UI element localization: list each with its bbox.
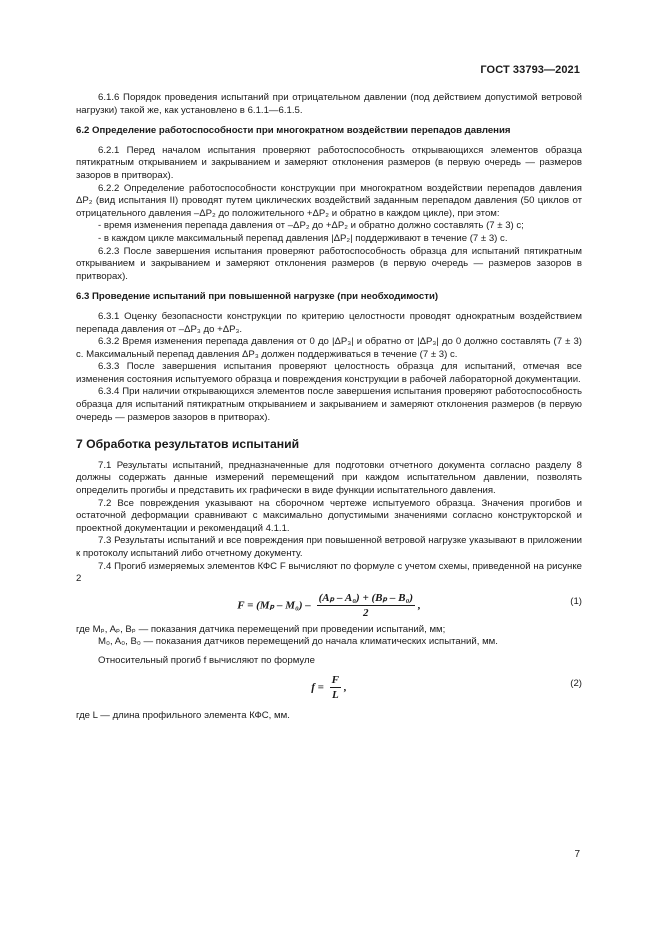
clause-6-3-2: 6.3.2 Время изменения перепада давления от 0 до |ΔP₃| и обратно от |ΔP₃| до 0 должно составлять (7 ± 3) с. Максимальный перепад давления ΔP₃ должен поддерживаться в течение (7 ± 3) с. [76, 336, 582, 360]
section-heading-6-2: 6.2 Определение работоспособности при многократном воздействии перепадов давления [76, 125, 511, 137]
document-id-header: ГОСТ 33793—2021 [480, 64, 580, 76]
formula-1-expression [76, 592, 582, 620]
clause-7-2: 7.2 Все повреждения указывают на сборочном чертеже испытуемого образца. Значения прогибов и остаточной деформации сравнивают с максимально допустимыми значениями согласно конструкторской и проектной документации и рекомендаций 4.1.1. [76, 497, 582, 534]
clause-6-2-2: 6.2.2 Определение работоспособности конструкции при многократном воздействии перепадов давления ΔP₂ (вид испытания II) проводят путем циклических воздействий заданным перепадом давления (50 циклов от отрицательного давления –ΔP₂ до положительного +ΔP₂ и обратно в каждом цикле), при этом: [76, 182, 582, 219]
formula-2-legend: где L — длина профильного элемента КФС, мм. [76, 709, 290, 721]
formula-1-fraction [317, 592, 415, 620]
formula-1-left: F = (Mₚ – M₀) – [237, 599, 311, 612]
clause-7-3: 7.3 Результаты испытаний и все повреждения при повышенной ветровой нагрузке указывают в приложении к протоколу испытаний либо отчетному документу. [76, 535, 582, 559]
page-body [76, 92, 582, 722]
formula-1-numerator: (Aₚ – A₀) + (Bₚ – B₀) [317, 592, 415, 607]
relative-deflection-text: Относительный прогиб f вычисляют по формуле [98, 654, 315, 666]
formula-2-expression [76, 674, 582, 702]
formula-2-number: (2) [570, 677, 582, 689]
formula-1-number: (1) [570, 595, 582, 607]
clause-6-2-1: 6.2.1 Перед началом испытания проверяют работоспособность открывающихся элементов образца пятикратным открыванием и закрыванием и замеряют отклонения размеров (в первую очередь — размеров зазоров в притворах). [76, 144, 582, 181]
clause-6-3-3: 6.3.3 После завершения испытания проверяют целостность образца для испытаний, отмечая все изменения состояния испытуемого образца и повреждения конструкции в рабочей лабораторной документации. [76, 361, 582, 385]
formula-1-legend-continued: M₀, A₀, B₀ — показания датчиков перемещений до начала климатических испытаний, мм. [98, 636, 498, 648]
clause-6-1-6: 6.1.6 Порядок проведения испытаний при отрицательном давлении (под действием допустимой ветровой нагрузки) такой же, как установлено в 6.1.1—6.1.5. [76, 92, 582, 116]
list-item: - время изменения перепада давления от –ΔP₂ до +ΔP₂ и обратно должно составлять (7 ± 3) с; [98, 220, 524, 232]
clause-6-2-3: 6.2.3 После завершения испытания проверяют работоспособность образца для испытаний пятикратным открыванием и закрыванием и замеряют отклонения размеров (в первую очередь — размеров зазоров в притворах). [76, 245, 582, 282]
clause-6-3-1: 6.3.1 Оценку безопасности конструкции по критерию целостности проводят однократным воздействием перепада давления от –ΔP₃ до +ΔP₃. [76, 310, 582, 335]
formula-1-tail: , [418, 599, 421, 612]
page-number: 7 [574, 849, 580, 860]
clause-7-1: 7.1 Результаты испытаний, предназначенные для подготовки отчетного документа согласно разделу 8 должны содержать данные измерений перемещений при каждом испытательном давлении, позволять определить прогибы и представить их графически в виде функции испытательного давления. [76, 459, 582, 497]
formula-2 [76, 672, 582, 706]
formula-1-denominator: 2 [363, 607, 369, 620]
formula-2-tail: , [344, 681, 347, 694]
formula-1-legend: где Mₚ, Aₚ, Bₚ — показания датчика перемещений при проведении испытаний, мм; [76, 623, 446, 635]
formula-1 [76, 590, 582, 620]
formula-2-left: f = [311, 681, 324, 694]
chapter-heading-7: 7 Обработка результатов испытаний [76, 437, 300, 452]
section-heading-6-3: 6.3 Проведение испытаний при повышенной нагрузке (при необходимости) [76, 291, 439, 303]
formula-2-numerator: F [330, 674, 341, 689]
formula-2-fraction [330, 674, 341, 702]
list-item: - в каждом цикле максимальный перепад давления |ΔP₂| поддерживают в течение (7 ± 3) с. [98, 232, 508, 244]
clause-7-4: 7.4 Прогиб измеряемых элементов КФС F вычисляют по формуле с учетом схемы, приведенной на рисунке 2 [76, 560, 582, 585]
formula-2-denominator: L [331, 689, 339, 702]
clause-6-3-4: 6.3.4 При наличии открывающихся элементов после завершения испытания проверяют работоспособность образца для испытаний пятикратным открыванием и закрыванием и замеряют отклонения размеров (в первую очередь — размеров зазоров в притворах). [76, 386, 582, 423]
